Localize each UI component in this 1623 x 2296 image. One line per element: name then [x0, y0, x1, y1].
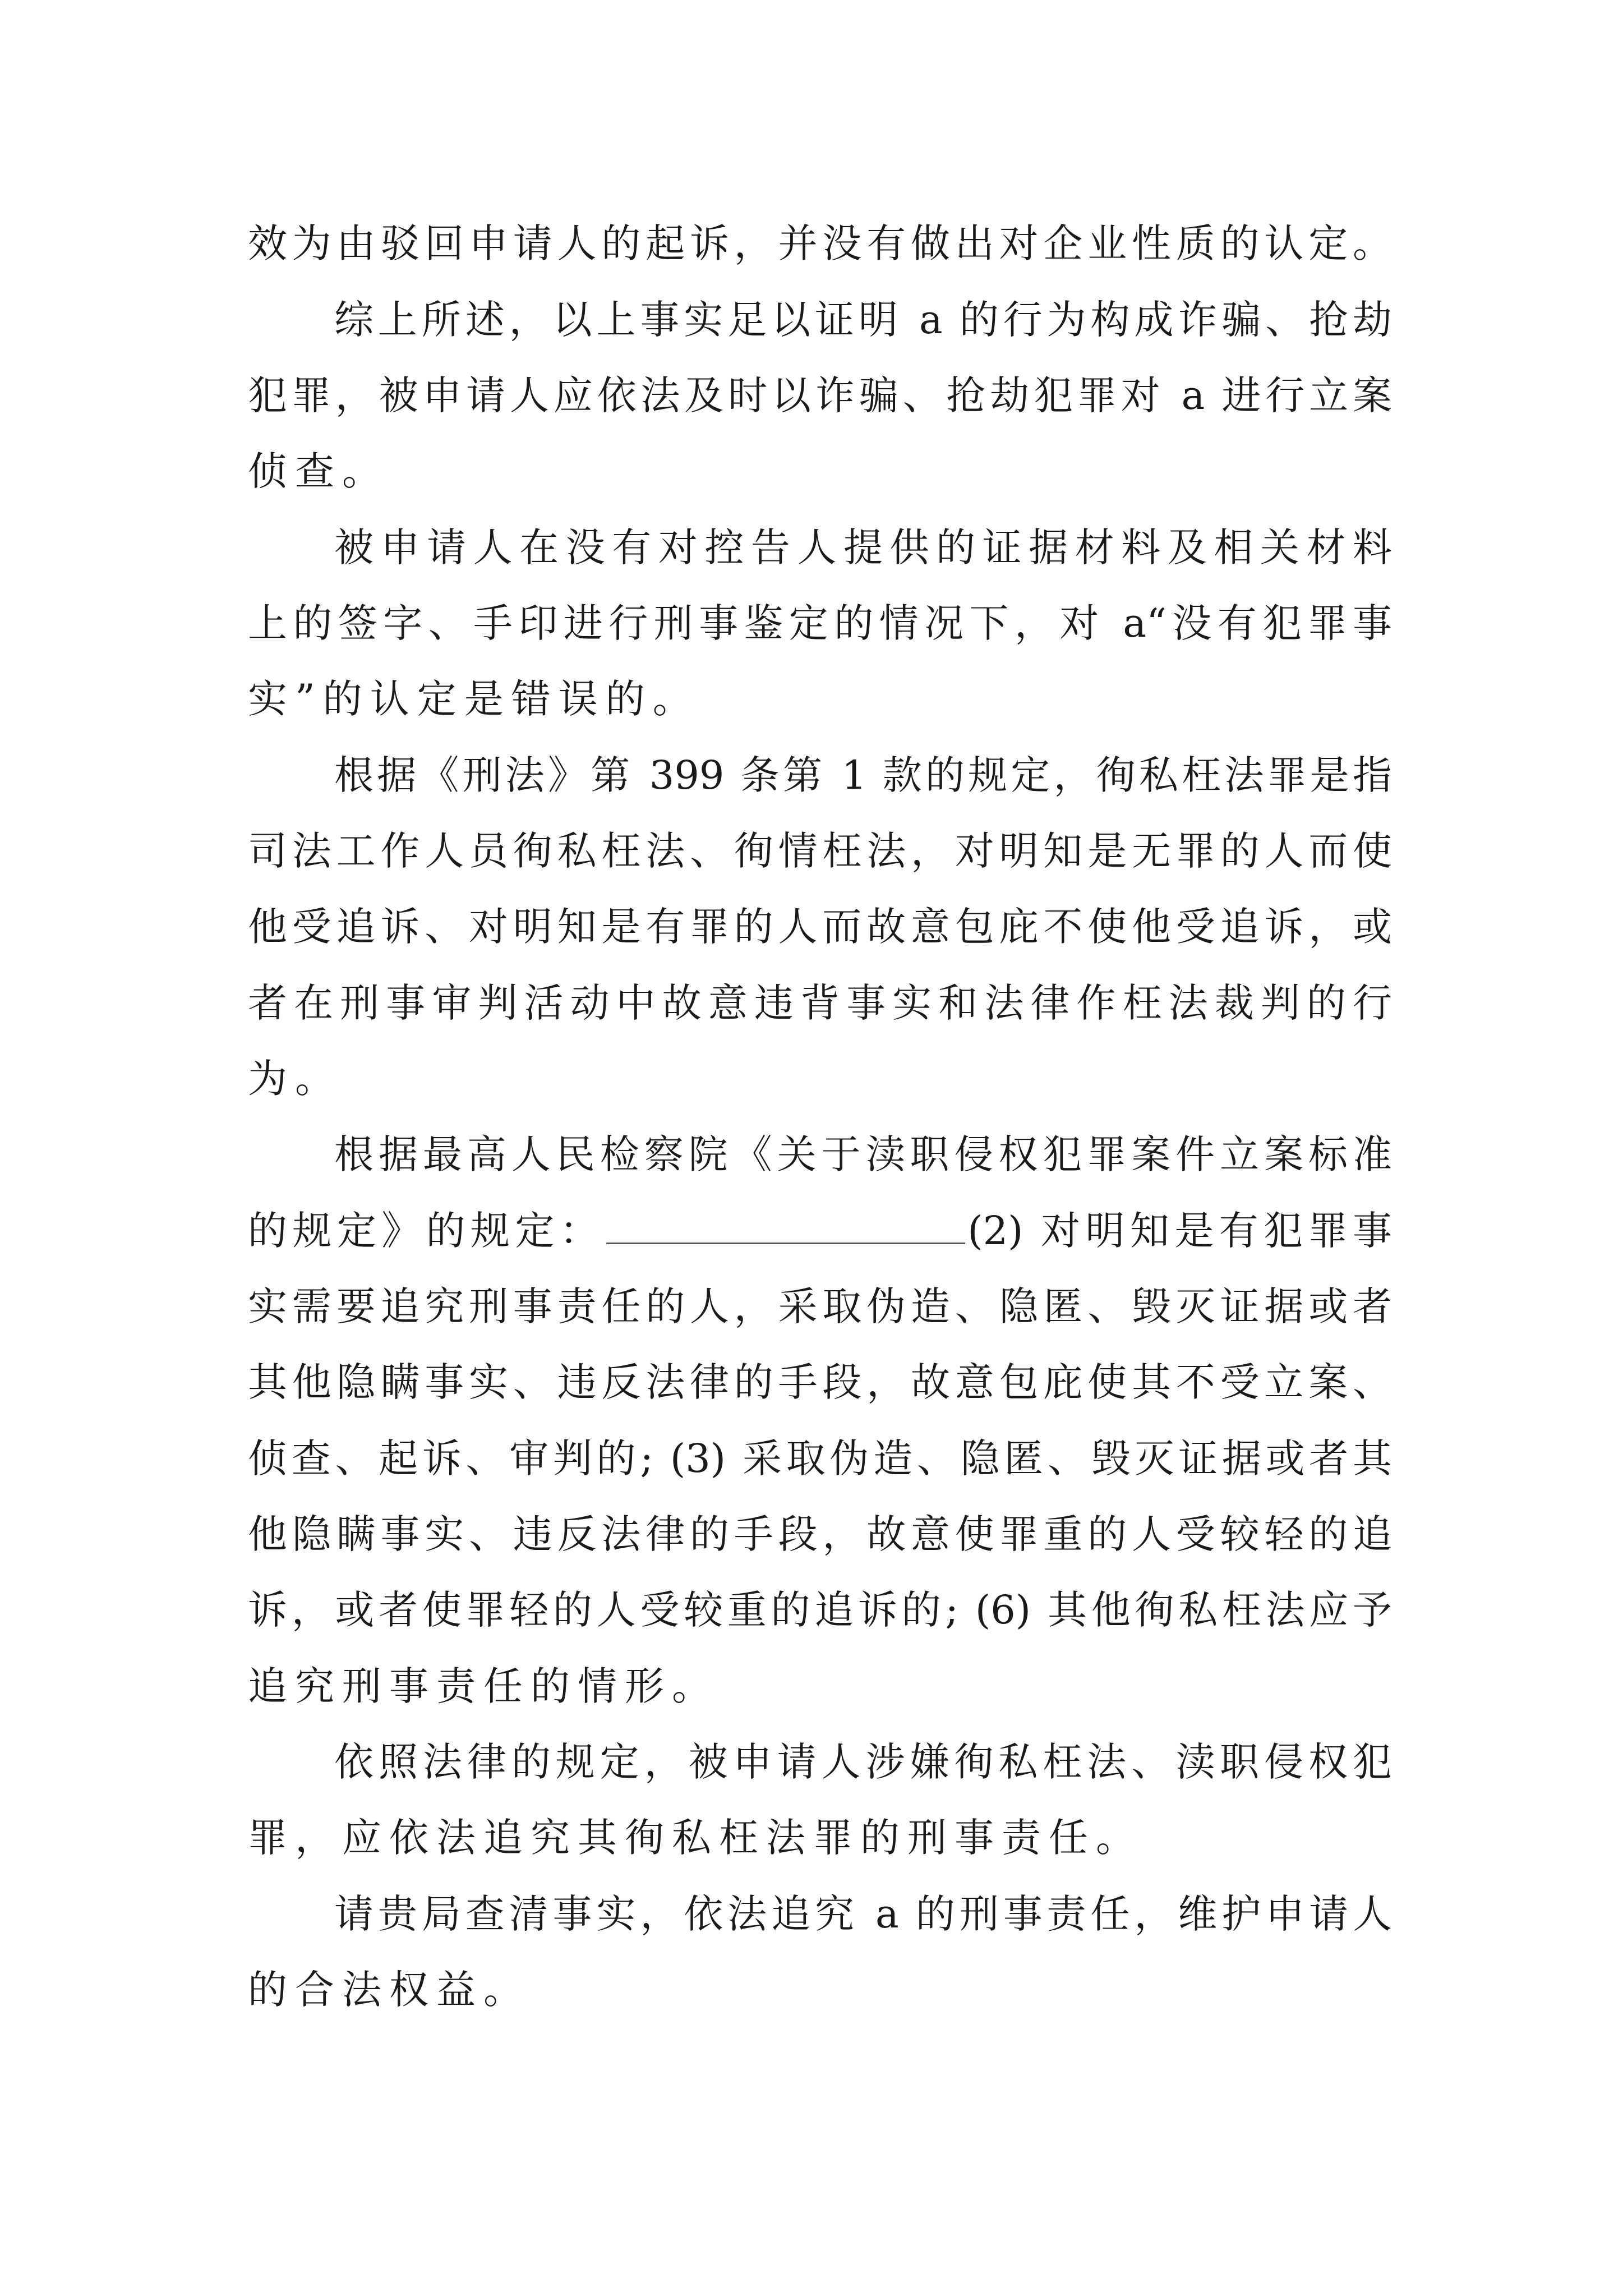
- text-line: 效为由驳回申请人的起诉，并没有做出对企业性质的认定。: [248, 220, 1392, 266]
- paragraph-start-line: 被申请人在没有对控告人提供的证据材料及相关材料: [334, 524, 1392, 570]
- fill-in-blank: [606, 1209, 965, 1244]
- text-line: 其他隐瞒事实、违反法律的手段，故意包庇使其不受立案、: [248, 1359, 1392, 1405]
- text-line: 司法工作人员徇私枉法、徇情枉法，对明知是无罪的人而使: [248, 828, 1392, 874]
- text-line: 为。: [248, 1056, 342, 1102]
- text-line: 他受追诉、对明知是有罪的人而故意包庇不使他受追诉，或: [248, 904, 1392, 950]
- text-line: 犯罪，被申请人应依法及时以诈骗、抢劫犯罪对 a 进行立案: [248, 372, 1392, 418]
- text-line: 他隐瞒事实、违反法律的手段，故意使罪重的人受较轻的追: [248, 1511, 1392, 1557]
- paragraph-start-line: 根据最高人民检察院《关于渎职侵权犯罪案件立案标准: [334, 1131, 1392, 1177]
- paragraph-start-line: 根据《刑法》第 399 条第 1 款的规定，徇私枉法罪是指: [334, 752, 1392, 798]
- text-line: 诉，或者使罪轻的人受较重的追诉的; (6) 其他徇私枉法应予: [248, 1587, 1392, 1633]
- text-line: 侦查。: [248, 448, 389, 494]
- text-line: 罪，应依法追究其徇私枉法罪的刑事责任。: [248, 1815, 1143, 1861]
- text-line: 的合法权益。: [248, 1967, 531, 2013]
- text-segment: 的规定》的规定：: [248, 1208, 605, 1254]
- text-line: 实需要追究刑事责任的人，采取伪造、隐匿、毁灭证据或者: [248, 1283, 1392, 1329]
- text-line-with-blank: [248, 1203, 1392, 1259]
- paragraph-start-line: 依照法律的规定，被申请人涉嫌徇私枉法、渎职侵权犯: [334, 1739, 1392, 1785]
- paragraph-start-line: 请贵局查清事实，依法追究 a 的刑事责任，维护申请人: [334, 1891, 1392, 1937]
- text-line: 追究刑事责任的情形。: [248, 1663, 719, 1709]
- text-line: 者在刑事审判活动中故意违背事实和法律作枉法裁判的行: [248, 980, 1392, 1026]
- text-line: 上的签字、手印进行刑事鉴定的情况下，对 a“没有犯罪事: [248, 600, 1392, 646]
- text-line: 实”的认定是错误的。: [248, 676, 700, 722]
- paragraph-start-line: 综上所述，以上事实足以证明 a 的行为构成诈骗、抢劫: [334, 297, 1392, 343]
- text-segment: (2) 对明知是有犯罪事: [967, 1208, 1392, 1254]
- text-line: 侦查、起诉、审判的; (3) 采取伪造、隐匿、毁灭证据或者其: [248, 1435, 1392, 1481]
